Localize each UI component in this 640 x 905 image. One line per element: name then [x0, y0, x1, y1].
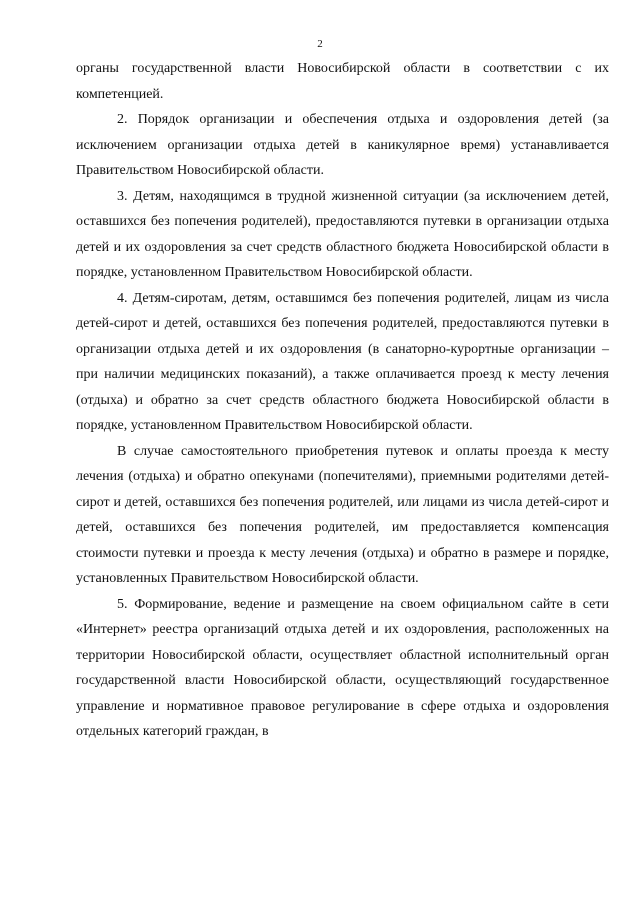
page-number: 2: [317, 38, 323, 50]
paragraph-compensation: В случае самостоятельного приобретения путевок и оплаты проезда к месту лечения (отдыха) и обратно опекунами (попечителями), приемными родителями детей-сирот и детей, оставшихся без попечения родителей, или лицами из числа детей-сирот и детей, оставшихся без попечения родителей, им предоставляется компенсация стоимости путевки и проезда к месту лечения (отдыха) и обратно в размере и порядке, установленных Правительством Новосибирской области.: [76, 443, 609, 586]
paragraph-item-4: 4. Детям-сиротам, детям, оставшимся без попечения родителей, лицам из числа детей-сирот и детей, оставшихся без попечения родителей, предоставляются путевки в организации отдыха детей и их оздоровления (в санаторно-курортные организации – при наличии медицинских показаний), а также оплачивается проезд к месту лечения (отдыха) и обратно за счет средств областного бюджета Новосибирской области в порядке, установленном Правительством Новосибирской области.: [76, 290, 609, 433]
paragraph-item-5: 5. Формирование, ведение и размещение на своем официальном сайте в сети «Интернет» реестра организаций отдыха детей и их оздоровления, расположенных на территории Новосибирской области, осуществляет областной исполнительный орган государственной власти Новосибирской области, осуществляющий государственное управление и нормативное правовое регулирование в сфере отдыха и оздоровления отдельных категорий граждан, в: [76, 596, 609, 739]
document-body: [76, 56, 609, 745]
paragraph-continuation: органы государственной власти Новосибирской области в соответствии с их компетенцией.: [76, 61, 609, 102]
paragraph-item-3: 3. Детям, находящимся в трудной жизненной ситуации (за исключением детей, оставшихся без попечения родителей), предоставляются путевки в организации отдыха детей и их оздоровления за счет средств областного бюджета Новосибирской области в порядке, установленном Правительством Новосибирской области.: [76, 188, 609, 280]
paragraph-item-2: 2. Порядок организации и обеспечения отдыха и оздоровления детей (за исключением организации отдыха детей в каникулярное время) устанавливается Правительством Новосибирской области.: [76, 112, 609, 178]
